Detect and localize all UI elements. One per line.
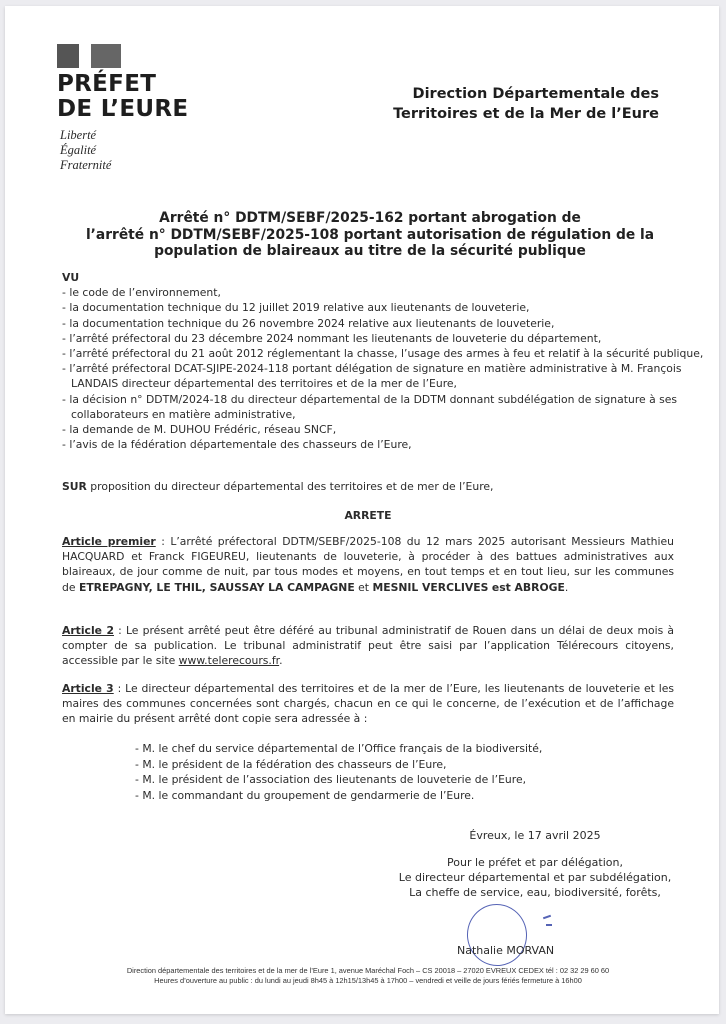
title-line-3: population de blaireaux au titre de la sécurité publique [154,243,586,259]
prefecture-logo-block [57,44,188,173]
conjunction: et [354,580,373,594]
sur-keyword: SUR [62,480,87,493]
motto-fraternite: Fraternité [60,158,112,172]
article-2 [62,623,674,669]
copy-recipients [135,741,542,803]
place-date: Évreux, le 17 avril 2025 [469,829,601,842]
vu-heading: VU [62,271,80,284]
signer-name: Nathalie MORVAN [457,944,555,957]
republic-motto [60,128,188,173]
recipient-item: - M. le commandant du groupement de gendarmerie de l’Eure. [135,788,475,802]
footer-hours: Heures d’ouverture au public : du lundi au jeudi 8h45 à 12h15/13h45 à 17h00 – vendredi et veille de jours fériés fermeture à 16h00 [154,975,582,985]
delegation-line-1: Pour le préfet et par délégation, [447,856,623,869]
communes-list: ETREPAGNY, LE THIL, SAUSSAY LA CAMPAGNE [78,580,355,594]
arrete-heading: ARRETE [344,509,392,522]
telerecours-link[interactable]: www.telerecours.fr [178,654,280,668]
handwritten-signature-icon [463,900,531,970]
signature-block [305,828,726,900]
marianne-logo-icon [57,44,121,68]
article-3 [62,681,674,727]
separator: : [155,535,171,548]
direction-header [393,84,659,124]
period: . [564,580,569,594]
document-title [45,210,695,260]
title-line-2: l’arrêté n° DDTM/SEBF/2025-108 portant autorisation de régulation de la [85,226,655,243]
delegation-line-3: La cheffe de service, eau, biodiversité, forêts, [409,886,661,899]
separator: : [113,682,126,695]
prefet-line-1: PRÉFET [57,71,157,97]
article-premier [62,534,674,595]
article-text: L’arrêté préfectoral DDTM/SEBF/2025-108 du 12 mars 2025 autorisant Messieurs Mathieu HACQUARD et Franck FIGEUREU, lieutenants de louveterie, à procéder à des battues administratives aux blaireaux, de jour comme de nuit, par tous modes et moyens, en tout temps et en tout lieu, sur les communes de [62,535,674,594]
vu-item: - l’arrêté préfectoral du 23 décembre 2024 nommant les lieutenants de louveterie du département, [62,331,602,345]
vu-section [62,270,712,452]
vu-item: - la demande de M. DUHOU Frédéric, réseau SNCF, [62,423,337,437]
vu-item: - la documentation technique du 26 novembre 2024 relative aux lieutenants de louveterie, [62,316,555,330]
sur-proposition [62,479,494,494]
article-label: Article premier [62,535,156,548]
vu-item: - l’arrêté préfectoral DCAT-SJIPE-2024-118 portant délégation de signature en matière administrative à M. François LANDAIS directeur départemental des territoires et de la mer de l’Eure, [62,362,682,391]
motto-liberte: Liberté [60,128,97,142]
period: . [279,654,283,668]
signature-stroke-icon [543,915,551,920]
title-line-1: Arrêté n° DDTM/SEBF/2025-162 portant abrogation de [159,210,581,226]
separator: : [113,624,126,637]
vu-item: - la documentation technique du 12 juillet 2019 relative aux lieutenants de louveterie, [62,301,530,315]
decision-abroge: est ABROGE [491,580,565,594]
footer-address: Direction départementale des territoires et de la mer de l’Eure 1, avenue Maréchal Foch – CS 20018 – 27020 EVREUX CEDEX tél : 02 32 29 60 60 [126,966,610,975]
article-label: Article 2 [62,624,114,637]
signature-stroke-icon [546,924,552,926]
sur-text: proposition du directeur départemental des territoires et de mer de l’Eure, [86,480,494,493]
direction-line-1: Direction Départementale des [412,86,659,102]
recipient-item: - M. le président de la fédération des chasseurs de l’Eure, [135,757,447,771]
vu-item: - la décision n° DDTM/2024-18 du directeur départemental de la DDTM donnant subdélégation de signature à ses collaborateurs en matière administrative, [62,392,678,421]
commune-mesnil: MESNIL VERCLIVES [372,580,489,594]
vu-item: - l’avis de la fédération départementale des chasseurs de l’Eure, [62,438,412,452]
recipient-item: - M. le chef du service départemental de l’Office français de la biodiversité, [135,742,543,755]
article-text: Le directeur départemental des territoires et de la mer de l’Eure, les lieutenants de louveterie et les maires des communes concernées sont chargés, chacun en ce qui le concerne, de l’exécution et de l’affichage en mairie du présent arrêté dont copie sera adressée à : [62,682,674,726]
prefet-title [57,72,188,122]
document-page [5,6,719,1014]
vu-item: - l’arrêté préfectoral du 21 août 2012 réglementant la chasse, l’usage des armes à feu et relatif à la sécurité publique, [62,347,704,361]
article-label: Article 3 [62,682,114,695]
vu-item: - le code de l’environnement, [62,286,221,300]
recipient-item: - M. le président de l’association des lieutenants de louveterie de l’Eure, [135,773,527,787]
motto-egalite: Égalité [60,143,97,157]
footer [5,966,726,985]
direction-line-2: Territoires et de la Mer de l’Eure [393,106,659,122]
prefet-line-2: DE L’EURE [57,96,189,122]
delegation-line-2: Le directeur départemental et par subdélégation, [398,871,672,884]
article-text: Le présent arrêté peut être déféré au tribunal administratif de Rouen dans un délai de deux mois à compter de sa publication. Le tribunal administratif peut être saisi par l’application Télérecours citoyens, accessible par le site [62,624,674,668]
